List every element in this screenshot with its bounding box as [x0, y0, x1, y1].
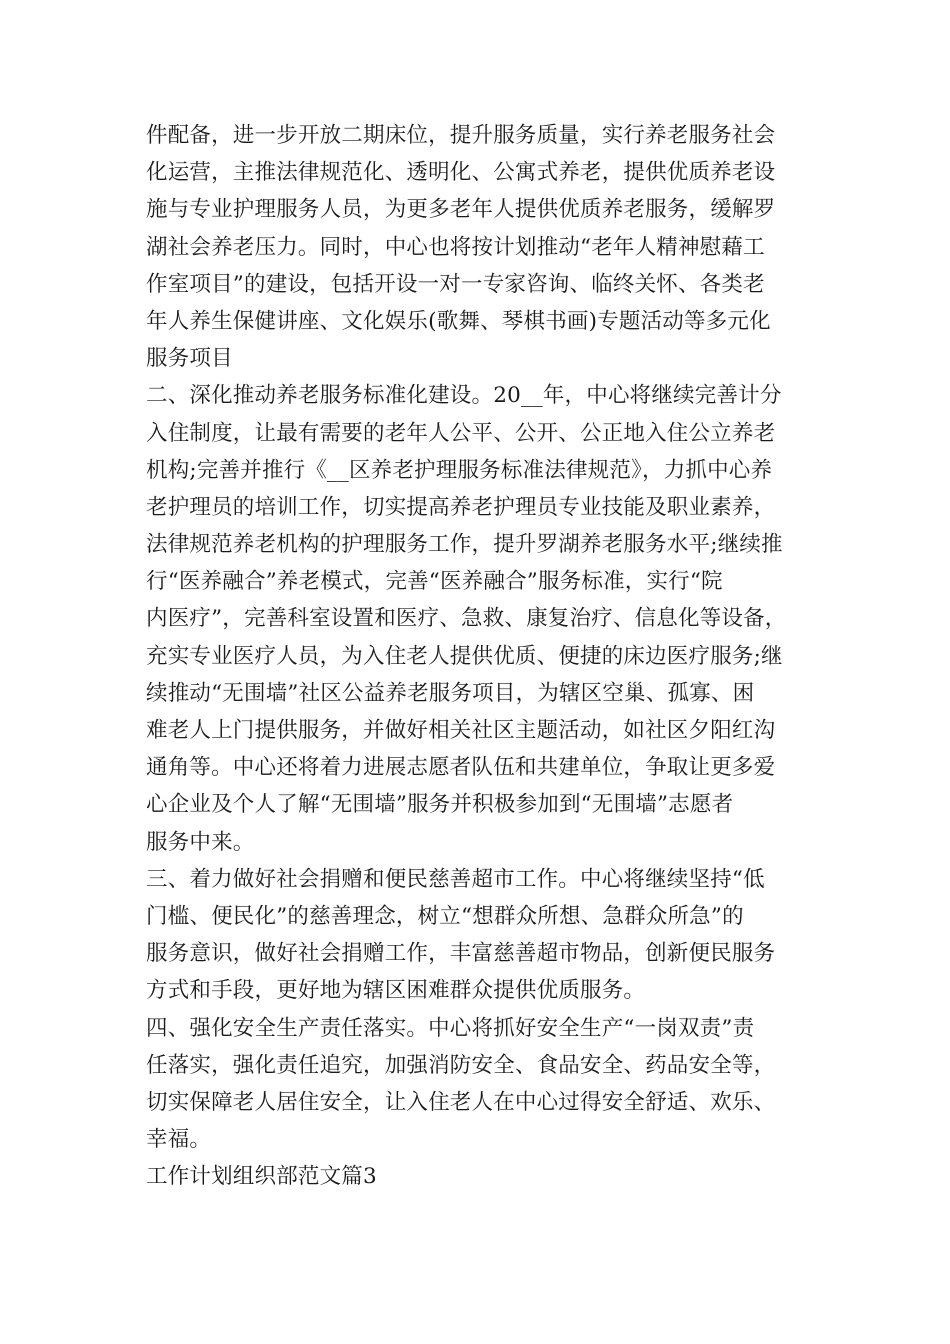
text-line: 幸福。	[146, 1127, 212, 1153]
text-line: 心企业及个人了解“无围墙”服务并积极参加到“无围墙”志愿者	[146, 792, 734, 818]
text-line: 行“医养融合”养老模式，完善“医养融合”服务标准，实行“院	[146, 569, 723, 595]
text-line: 化运营，主推法律规范化、透明化、公寓式养老，提供优质养老设	[146, 160, 776, 186]
text-line: 内医疗”，完善科室设置和医疗、急救、康复治疗、信息化等设备，	[146, 606, 787, 632]
article-title-line: 工作计划组织部范文篇3	[146, 1164, 377, 1190]
text-line: 施与专业护理服务人员，为更多老年人提供优质养老服务，缓解罗	[146, 197, 776, 223]
text-line: 服务项目	[146, 346, 233, 372]
text-line: 年人养生保健讲座、文化娱乐(歌舞、琴棋书画)专题活动等多元化	[146, 308, 771, 334]
text-line: 方式和手段，更好地为辖区困难群众提供优质服务。	[146, 978, 646, 1004]
text-line: 老护理员的培训工作，切实提高养老护理员专业技能及职业素养，	[146, 494, 776, 520]
section-2-heading-line: 二、深化推动养老服务标准化建设。20__年，中心将继续完善计分	[146, 383, 782, 409]
text-line: 切实保障老人居住安全，让入住老人在中心过得安全舒适、欢乐、	[146, 1089, 776, 1115]
text-line: 作室项目”的建设，包括开设一对一专家咨询、临终关怀、各类老	[146, 271, 765, 297]
text-line: 续推动“无围墙”社区公益养老服务项目，为辖区空巢、孤寡、困	[146, 680, 755, 706]
text-line: 充实专业医疗人员，为入住老人提供优质、便捷的床边医疗服务;继	[146, 643, 783, 669]
text-line: 门槛、便民化”的慈善理念，树立“想群众所想、急群众所急”的	[146, 903, 744, 929]
text-line: 任落实，强化责任追究，加强消防安全、食品安全、药品安全等，	[146, 1052, 776, 1078]
text-line: 湖社会养老压力。同时，中心也将按计划推动“老年人精神慰藉工	[146, 234, 765, 260]
text-line: 服务中来。	[146, 829, 255, 855]
document-body	[146, 117, 818, 1195]
text-line: 机构;完善并推行《__区养老护理服务标准法律规范》，力抓中心养	[146, 457, 773, 483]
section-3-heading-line: 三、着力做好社会捐赠和便民慈善超市工作。中心将继续坚持“低	[146, 866, 765, 892]
text-line: 入住制度，让最有需要的老年人公平、公开、公正地入住公立养老	[146, 420, 776, 446]
text-line: 件配备，进一步开放二期床位，提升服务质量，实行养老服务社会	[146, 123, 776, 148]
section-4-heading-line: 四、强化安全生产责任落实。中心将抓好安全生产“一岗双责”责	[146, 1015, 755, 1041]
text-line: 服务意识，做好社会捐赠工作，丰富慈善超市物品，创新便民服务	[146, 941, 776, 967]
text-line: 难老人上门提供服务，并做好相关社区主题活动，如社区夕阳红沟	[146, 718, 776, 743]
text-line: 通角等。中心还将着力进展志愿者队伍和共建单位，争取让更多爱	[146, 755, 776, 781]
text-line: 法律规范养老机构的护理服务工作，提升罗湖养老服务水平;继续推	[146, 532, 783, 558]
